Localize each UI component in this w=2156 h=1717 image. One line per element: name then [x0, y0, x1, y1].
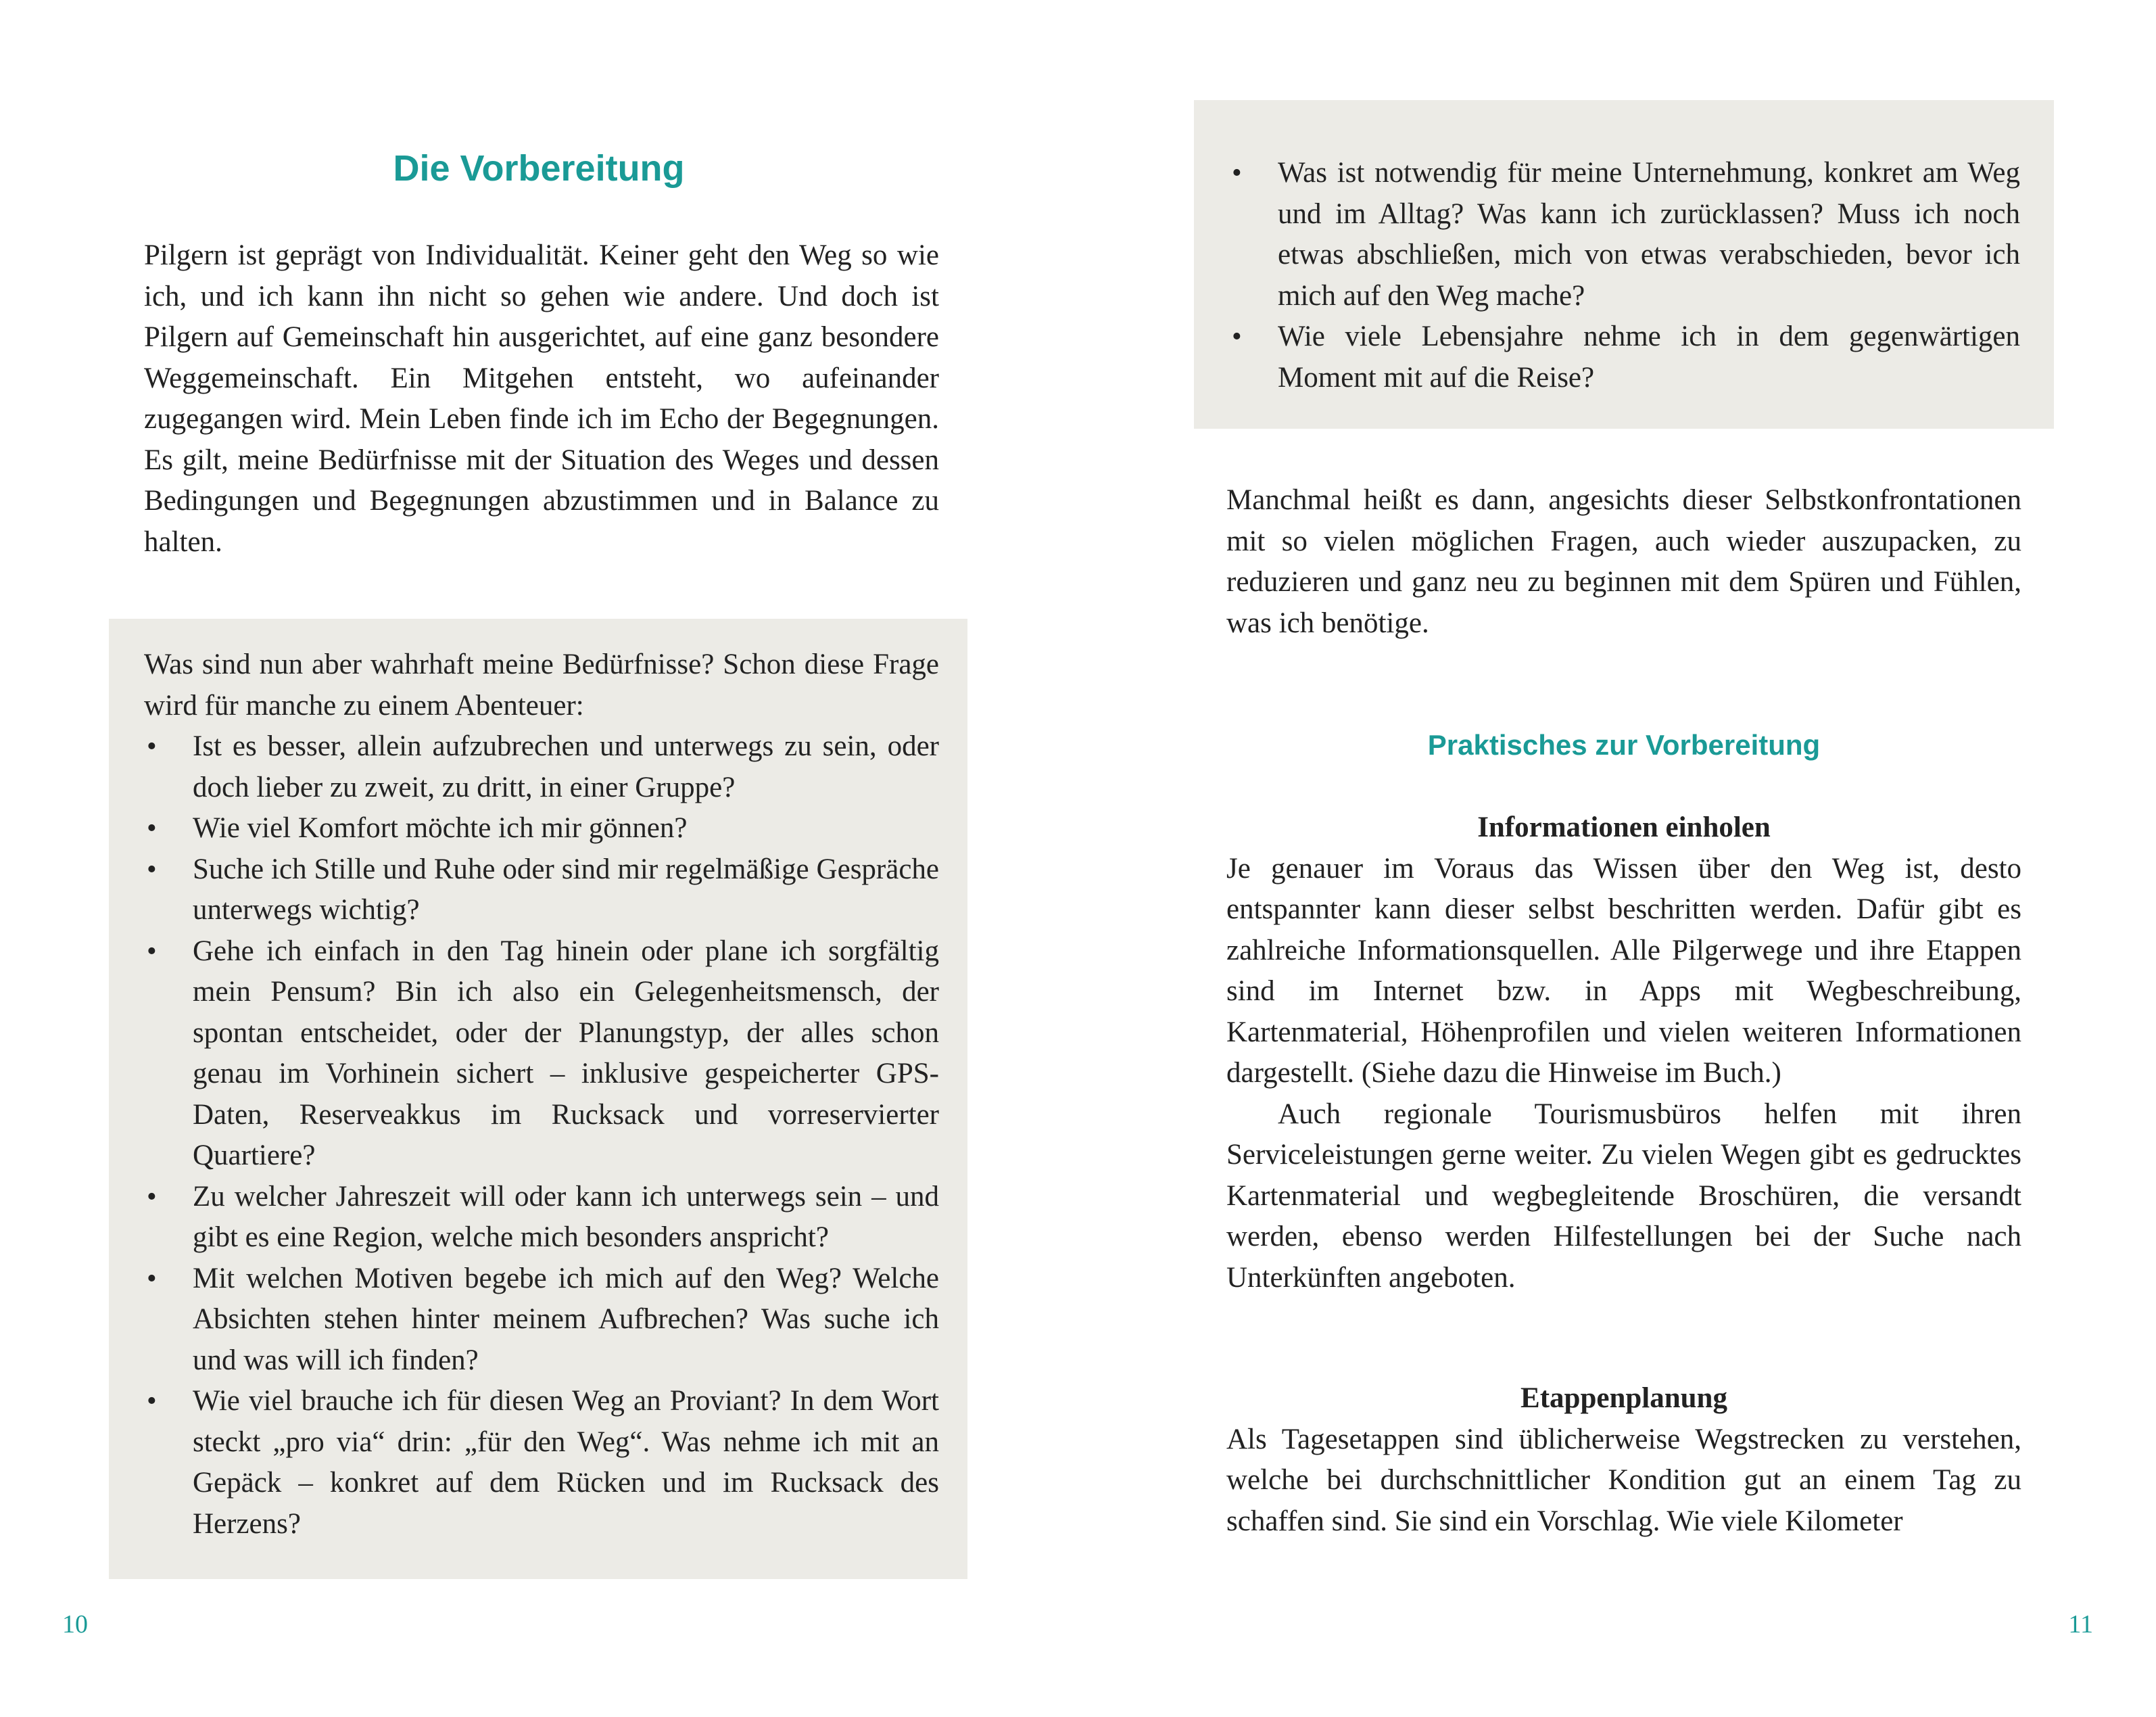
questions-intro: Was sind nun aber wahrhaft meine Bedürfnisse? Schon diese Frage wird für manche zu einem Abenteuer:: [144, 649, 939, 722]
chapter-heading: Die Vorbereitung: [393, 148, 685, 189]
section-heading: Praktisches zur Vorbereitung: [1427, 729, 1821, 761]
list-item: • Was ist notwendig für meine Unternehmung, konkret am Weg und im Alltag? Was kann ich zurücklassen? Muss ich noch etwas abschließen, mich von etwas verabschieden, bevor ich mich auf den Weg mache?: [1229, 153, 2020, 316]
intro-paragraph: [144, 235, 939, 563]
info-paragraph-2: Auch regionale Tourismusbüros helfen mit ihren Serviceleistungen gerne weiter. Zu vielen Wegen gibt es gedrucktes Kartenmaterial und wegbegleitende Broschüren, die versandt werden, ebenso werden Hilfestellungen bei der Suche nach Unterkünften angeboten.: [1226, 1098, 2021, 1294]
etappen-section: [1226, 1378, 2021, 1542]
right-page: [1078, 0, 2155, 1717]
questions-list-continued: [1229, 153, 2020, 398]
info-title: Informationen einholen: [1477, 812, 1771, 843]
list-item: • Wie viele Lebensjahre nehme ich in dem gegenwärtigen Moment mit auf die Reise?: [1229, 316, 2020, 398]
intro-text: Pilgern ist geprägt von Individualität. Keiner geht den Weg so wie ich, und ich kann ihn nicht so gehen wie andere. Und doch ist Pilgern auf Gemeinschaft hin ausgerichtet, auf eine ganz besondere Weggemeinschaft. Ein Mitgehen entsteht, wo aufeinander zugegangen wird. Mein Leben finde ich im Echo der Begegnungen. Es gilt, meine Bedürfnisse mit der Situation des Weges und dessen Bedingungen und Begegnungen abzustimmen und in Balance zu halten.: [144, 239, 939, 558]
questions-box-continued-content: [1229, 153, 2020, 398]
list-item: • Wie viel Komfort möchte ich mir gönnen?: [144, 808, 939, 849]
list-item: • Wie viel brauche ich für diesen Weg an Proviant? In dem Wort steckt „pro via“ drin: „für den Weg“. Was nehme ich mit an Gepäck – konkret auf dem Rücken und im Rucksack des Herzens?: [144, 1381, 939, 1545]
info-paragraph-1: Je genauer im Voraus das Wissen über den Weg ist, desto entspannter kann dieser selbst beschritten werden. Dafür gibt es zahlreiche Informationsquellen. Alle Pilgerwege und ihre Etappen sind im Internet bzw. in Apps mit Wegbeschreibung, Kartenmaterial, Höhenprofilen und vielen weiteren Informationen dargestellt. (Siehe dazu die Hinweise im Buch.): [1226, 852, 2021, 1089]
questions-box: [109, 619, 967, 1579]
questions-box-continued: [1194, 100, 2054, 429]
questions-box-content: [144, 644, 939, 1545]
etappen-title: Etappenplanung: [1520, 1382, 1727, 1414]
list-item: • Mit welchen Motiven begebe ich mich auf den Weg? Welche Absichten stehen hinter meinem Aufbrechen? Was suche ich und was will ich finden?: [144, 1259, 939, 1382]
list-item: • Gehe ich einfach in den Tag hinein oder plane ich sorgfältig mein Pensum? Bin ich also ein Gelegenheitsmensch, der spontan entscheidet, oder der Planungstyp, der alles schon genau im Vorhinein sichert – inklusive gespeicherter GPS-Daten, Reserveakkus im Rucksack und vorreservierter Quartiere?: [144, 931, 939, 1177]
list-item: • Zu welcher Jahreszeit will oder kann ich unterwegs sein – und gibt es eine Region, welche mich besonders anspricht?: [144, 1177, 939, 1259]
page-number-left: 10: [62, 1610, 88, 1639]
etappen-paragraph: Als Tagesetappen sind üblicherweise Wegstrecken zu verstehen, welche bei durchschnittlicher Kondition gut an einem Tag zu schaffen sind. Sie sind ein Vorschlag. Wie viele Kilometer: [1226, 1423, 2021, 1537]
page-number-right: 11: [2068, 1610, 2093, 1639]
reflection-paragraph: [1226, 480, 2021, 644]
questions-list: [144, 726, 939, 1545]
list-item: • Suche ich Stille und Ruhe oder sind mir regelmäßige Gespräche unterwegs wichtig?: [144, 849, 939, 931]
info-section: [1226, 807, 2021, 1298]
list-item: • Ist es besser, allein aufzubrechen und unterwegs zu sein, oder doch lieber zu zweit, zu dritt, in einer Gruppe?: [144, 726, 939, 808]
reflection-text: Manchmal heißt es dann, angesichts dieser Selbstkonfrontationen mit so vielen möglichen Fragen, auch wieder auszupacken, zu reduzieren und ganz neu zu beginnen mit dem Spüren und Fühlen, was ich benötige.: [1226, 484, 2021, 639]
